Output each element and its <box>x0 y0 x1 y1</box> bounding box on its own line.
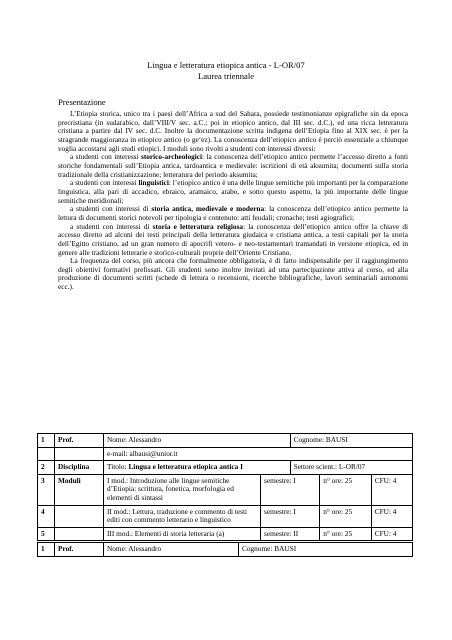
table-row: 5 III mod.: Elementi di storia letteraria (a) semestre: II n° ore: 25 CFU: 4 <box>38 527 413 541</box>
table-row: 1 Prof. Nome: Alessandro Cognome: BAUSI <box>38 434 413 448</box>
section-heading: Presentazione <box>58 97 106 107</box>
paragraph-1: L’Etiopia storica, unico tra i paesi dell’Africa a sud del Sahara, possiede testimonianze epigrafiche sin da epoca precristiana (in sudarabico, dall’VIII/V sec. a.C.; poi in etiopico antico, dal III sec. d.C.), ed una ricca letteratura cristiana a partire dal IV sec. d.C. Inoltre la documentazione scritta indigena dell’Etiopia fino al XIX sec. è per la stragrande maggioranza in etiopico antico (o ge‘ez). La conoscenza dell’etiopico antico è perciò essenziale a chiunque voglia accostarsi agli studi etiopici. I moduli sono rivolti a studenti con interessi diversi: <box>58 109 408 153</box>
course-table-2 <box>37 542 413 557</box>
course-table <box>37 433 413 541</box>
table-row: 2 Disciplina Titolo: Lingua e letteratura etiopica antica I Settore scient.: L-OR/07 <box>38 461 413 475</box>
table-row: 1 Prof. Nome: Alessandro Cognome: BAUSI <box>38 543 413 557</box>
title-line-1: Lingua e letteratura etiopica antica - L-OR/07 <box>147 60 305 70</box>
paragraph-4: a studenti con interessi di storia antica, medievale e moderna: la conoscenza dell’etiopico antico permette la lettura di documenti storici notevoli per tipologia e contenuto: atti feudali; cronache; testi agiografici; <box>58 204 408 222</box>
document-title <box>0 60 452 82</box>
paragraph-6: La frequenza del corso, più ancora che formalmente obbligatoria, è di fatto indispensabile per il raggiungimento degli obiettivi formativi prefissati. Gli studenti sono inoltre invitati ad una partecipazione attiva al corso, ed alla produzione di documenti scritti (schede di lettura o recensioni, ricerche bibliografiche, lavori seminariali autonomi ecc.). <box>58 256 408 292</box>
table-row <box>38 447 413 461</box>
presentation-text <box>58 110 408 292</box>
table-row: 3 Moduli I mod.: Introduzione alle lingue semitiche d’Etiopia: scrittura, fonetica, morfologia ed elementi di sintassi semestre: I n° ore: 25 CFU: 4 <box>38 474 413 505</box>
paragraph-3: a studenti con interessi linguistici: l’etiopico antico è una delle lingue semitiche più importanti per la comparazione linguistica, alla pari di accadico, ebraico, aramaico, arabo, e sotto questo aspetto, la più importante delle lingue semitiche meridionali; <box>58 178 409 205</box>
title-line-2: Laurea triennale <box>197 71 255 81</box>
table-row: 4 II mod.: Lettura, traduzione e commento di testi editi con commento letterario e linguistico semestre: I n° ore: 25 CFU: 4 <box>38 505 413 527</box>
paragraph-5: a studenti con interessi di storia e letteratura religiosa: la conoscenza dell’etiopico antico offre la chiave di accesso diretto ad alcuni dei testi principali della letteratura giudaica e cristiana antica, a testi capitali per la storia dell’Egitto cristiano, ad un gran numero di apocrifi vetero- e neo-testamentari tramandati in versione etiopica, ed in genere alle tradizioni letterarie e storico-culturali proprie dell’Oriente Cristiano. <box>58 221 408 257</box>
email-link[interactable]: e-mail: albausi@unior.it <box>104 447 413 461</box>
paragraph-2: a studenti con interessi storico-archeologici: la conoscenza dell’etiopico antico permette l’accesso diretto a fonti storiche fondamentali sull’Etiopia antica, tardoantica e medievale: iscrizioni di età aksumita; documenti sulla storia tradizionale della cristianizzazione; letteratura del periodo aksumita; <box>58 152 408 179</box>
